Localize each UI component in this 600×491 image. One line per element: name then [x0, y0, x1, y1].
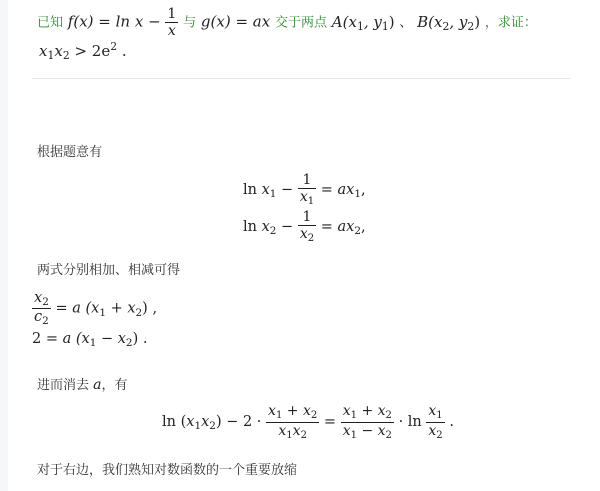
- partial-equation-1: $\frac{x_2}{c_2}$ = a $(x_1 + x_2)$ ,: [34, 290, 158, 328]
- solution-step3: 进而消去 a，有: [37, 377, 128, 393]
- partial-equation-2: 2 = a $(x_1 - x_2)$ .: [32, 331, 148, 350]
- problem-fraction: $\frac{1}{x}$: [167, 6, 177, 40]
- problem-prove: ，求证：: [484, 15, 537, 31]
- left-margin-bar: [0, 0, 8, 491]
- problem-intersect: 交于两点: [274, 15, 327, 31]
- point-b: $B(x_2$, $y_2$): [417, 12, 481, 33]
- solution-intro: 根据题意有: [37, 145, 103, 160]
- problem-lead: 已知: [37, 15, 64, 31]
- f-definition: f(x) = ln x −: [67, 12, 161, 31]
- g-definition: g(x) = ax: [200, 12, 271, 31]
- problem-goal: $x_1x_2 > 2e^2$ .: [39, 40, 127, 63]
- solution-step2: 两式分别相加、相减可得: [37, 263, 181, 278]
- point-separator: 、: [399, 15, 413, 31]
- problem-statement: [37, 6, 537, 39]
- point-a: $A(x_1$, $y_1$): [331, 12, 395, 33]
- problem-connector: 与: [183, 15, 197, 31]
- section-divider: [32, 78, 570, 79]
- equation-1: $\ln x_1$ − $\frac{1}{x_1}$ = $ax_1$,: [243, 172, 366, 208]
- equation-3: $\ln (x_1x_2) - 2$ · $\frac{x_1 + x_2}{x_1x_2}$ = $\frac{x_1 + x_2}{x_1 - x_2}$ · ln $\frac{x_1}{x_2}$ .: [162, 403, 454, 441]
- equation-2: $\ln x_2$ − $\frac{1}{x_2}$ = $ax_2$,: [243, 209, 366, 245]
- solution-step4: 对于右边，我们熟知对数函数的一个重要放缩: [37, 463, 298, 478]
